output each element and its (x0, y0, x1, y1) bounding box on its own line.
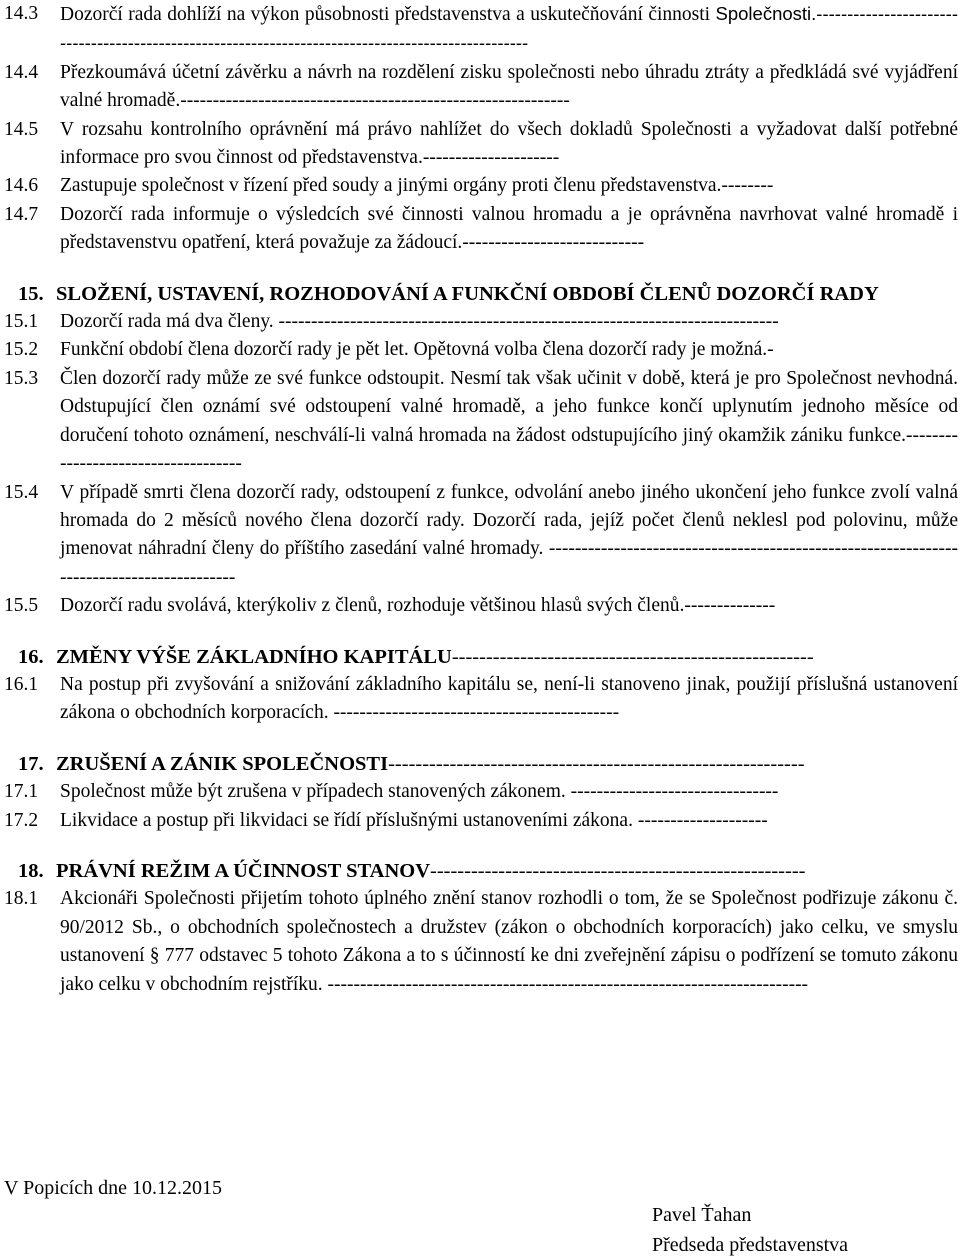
section-number: 18. (18, 859, 44, 882)
clause-18-1 (4, 885, 958, 999)
clause-number: 17.2 (4, 809, 39, 831)
clause-text: Na postup při zvyšování a snižování základního kapitálu se, není-li stanoveno jinak, použijí příslušná ustanovení zákona o obchodních korporacích. -------------------------------------------- (60, 673, 958, 724)
section-17-heading (4, 750, 958, 778)
section-15-heading (4, 280, 958, 308)
signature-block (652, 1200, 848, 1260)
clause-text: Dozorčí radu svolává, kterýkoliv z členů, rozhoduje většinou hlasů svých členů.-------------- (60, 595, 776, 617)
section-17-clauses (4, 778, 958, 835)
clause-number: 15.1 (4, 311, 39, 333)
clause-text: Likvidace a postup při likvidaci se řídí příslušnými ustanoveními zákona. -------------------- (60, 809, 768, 831)
clause-14-7 (4, 201, 958, 258)
section-title: ZRUŠENÍ A ZÁNIK SPOLEČNOSTI (56, 752, 389, 775)
section-title: PRÁVNÍ REŽIM A ÚČINNOST STANOV (56, 859, 430, 882)
clause-text: V rozsahu kontrolního oprávnění má právo nahlížet do všech dokladů Společnosti a vyžadovat další potřebné informace pro svou činnost od představenstva.--------------------- (60, 118, 958, 169)
section-dash-fill: ------------------------------------------------------------- (388, 752, 805, 775)
section-number: 16. (18, 645, 44, 668)
clause-number: 15.5 (4, 595, 39, 617)
clause-17-2 (4, 807, 958, 835)
clause-number: 15.3 (4, 367, 39, 389)
section-number: 15. (18, 282, 44, 305)
clause-number: 18.1 (4, 888, 39, 910)
section-number: 17. (18, 752, 44, 775)
section-dash-fill: ----------------------------------------------------- (451, 645, 814, 668)
clause-text: Přezkoumává účetní závěrku a návrh na rozdělení zisku společnosti nebo úhradu ztráty a předkládá své vyjádření valné hromadě.------------------------------------------------------------ (60, 61, 958, 112)
clause-15-1 (4, 308, 958, 336)
signatory-name: Pavel Ťahan (652, 1204, 752, 1226)
place-and-date: V Popicích dne 10.12.2015 (4, 1177, 222, 1199)
clause-14-5 (4, 116, 958, 173)
clause-14-4 (4, 59, 958, 116)
clause-number: 17.1 (4, 781, 39, 803)
section-16-heading (4, 643, 958, 671)
clause-15-2 (4, 336, 958, 364)
section-16-clauses (4, 671, 958, 728)
section-title: ZMĚNY VÝŠE ZÁKLADNÍHO KAPITÁLU (56, 645, 452, 668)
clause-text: Společnost může být zrušena v případech stanovených zákonem. -------------------------------- (60, 781, 779, 803)
clause-15-4 (4, 479, 958, 593)
clause-number: 14.5 (4, 118, 39, 140)
section-15-clauses (4, 308, 958, 620)
clause-16-1 (4, 671, 958, 728)
clause-number: 14.7 (4, 203, 39, 225)
clause-17-1 (4, 778, 958, 806)
clause-number: 14.6 (4, 175, 39, 197)
clause-text: Dozorčí rada informuje o výsledcích své činnosti valnou hromadu a je oprávněna navrhovat valné hromadě i představenstvu opatření, která považuje za žádoucí.---------------------------- (60, 203, 958, 254)
clause-number: 15.4 (4, 481, 39, 503)
clause-number: 15.2 (4, 339, 39, 361)
signatory-role: Předseda představenstva (652, 1234, 849, 1256)
clause-number: 14.3 (4, 3, 39, 24)
document-body (4, 0, 958, 999)
section-dash-fill: ------------------------------------------------------- (430, 859, 806, 882)
clause-text: Člen dozorčí rady může ze své funkce odstoupit. Nesmí tak však učinit v době, která je pro Společnost nevhodná. Odstupující člen oznámí své odstoupení valné hromadě, a jeho funkce končí uplynutím jednoho měsíce od doručení tohoto oznámení, neschválí-li valná hromada na žádost odstupujícího jiný okamžik zániku funkce.------------------------------------ (60, 367, 958, 475)
section-title: SLOŽENÍ, USTAVENÍ, ROZHODOVÁNÍ A FUNKČNÍ OBDOBÍ ČLENŮ DOZORČÍ RADY (56, 282, 879, 305)
clause-text: Akcionáři Společnosti přijetím tohoto úplného znění stanov rozhodli o tom, že se Společnost podřizuje zákonu č. 90/2012 Sb., o obchodních společnostech a družstev (zákon o obchodních korporacích) jako celku, ve smyslu ustanovení § 777 odstavec 5 tohoto Zákona a to s účinností ke dni zveřejnění zápisu o podřízení se tomuto zákonu jako celku v obchodním rejstříku. -------------------------------------------------------------------------- (60, 888, 958, 995)
clause-number: 16.1 (4, 673, 39, 695)
clause-text: Dozorčí rada má dva členy. ----------------------------------------------------------------------------- (60, 311, 779, 333)
clause-text: V případě smrti člena dozorčí rady, odstoupení z funkce, odvolání anebo jiného ukončení jeho funkce zvolí valná hromada do 2 měsíců nového člena dozorčí rady. Dozorčí rada, jejíž počet členů neklesl pod polovinu, může jmenovat náhradní členy do příštího zasedání valné hromady. ------------------------------------------------------------------------------------------ (60, 481, 958, 588)
clause-text: Funkční období člena dozorčí rady je pět let. Opětovná volba člena dozorčí rady je možná.- (60, 339, 774, 361)
clause-14-3 (4, 0, 958, 59)
section-18-clauses (4, 885, 958, 999)
clause-14-6 (4, 172, 958, 200)
clause-15-5 (4, 592, 958, 620)
section-14-clauses (4, 0, 958, 258)
clause-text: Dozorčí rada dohlíží na výkon působnosti představenstva a uskutečňování činnosti Společnosti.--------------------------------------------------------------------------------------------------- (60, 3, 958, 54)
clause-15-3 (4, 365, 958, 479)
clause-number: 14.4 (4, 61, 39, 83)
section-18-heading (4, 857, 958, 885)
clause-text: Zastupuje společnost v řízení před soudy a jinými orgány proti členu představenstva.-------- (60, 175, 774, 197)
